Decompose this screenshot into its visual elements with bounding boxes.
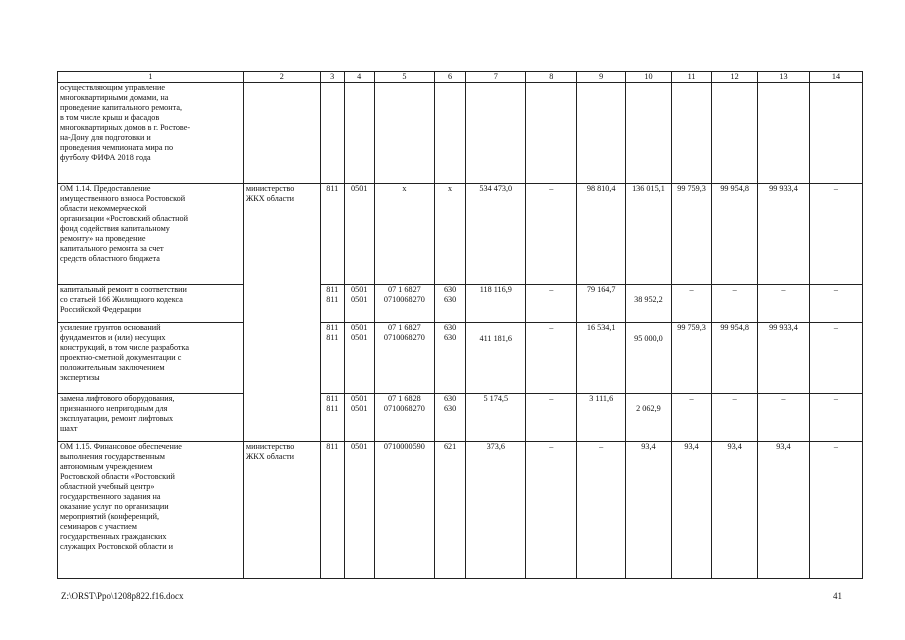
value-cell: 93,4 bbox=[671, 442, 712, 579]
value-cell bbox=[626, 285, 672, 323]
value-cell: – bbox=[526, 285, 577, 323]
value-cell: 98 810,4 bbox=[577, 184, 626, 285]
row-name: замена лифтового оборудования, признанного непригодным для эксплуатации, ремонт лифтовых шахт bbox=[58, 394, 244, 442]
kbk-line: 0710068270 bbox=[383, 404, 425, 413]
value-cell: – bbox=[809, 442, 862, 579]
value-cell: – bbox=[809, 323, 862, 394]
header-cell: 3 bbox=[320, 72, 344, 83]
kbk-line: 811 bbox=[326, 295, 339, 304]
value-cell: 99 954,8 bbox=[712, 184, 758, 285]
value-cell: – bbox=[526, 394, 577, 442]
cell bbox=[577, 83, 626, 184]
row-executor bbox=[243, 83, 320, 184]
table-row bbox=[58, 285, 863, 323]
value-cell: – bbox=[526, 442, 577, 579]
header-cell: 2 bbox=[243, 72, 320, 83]
value-cell: – bbox=[712, 285, 758, 323]
row-executor: министерство ЖКХ области bbox=[243, 184, 320, 442]
header-cell: 9 bbox=[577, 72, 626, 83]
value-cell: 99 759,3 bbox=[671, 184, 712, 285]
value-cell: – bbox=[671, 394, 712, 442]
kbk-line: 0501 bbox=[351, 333, 368, 342]
value-cell: – bbox=[809, 184, 862, 285]
header-cell: 11 bbox=[671, 72, 712, 83]
footer-page-number: 41 bbox=[833, 591, 842, 601]
value-cell: 93,4 bbox=[758, 442, 810, 579]
value-cell: 99 954,8 bbox=[712, 323, 758, 394]
kbk-rzpr bbox=[344, 394, 374, 442]
cell bbox=[320, 83, 344, 184]
kbk-line: 0501 bbox=[351, 323, 368, 332]
value-cell: 93,4 bbox=[626, 442, 672, 579]
footer-file-path: Z:\ORST\Ppo\1208p822.f16.docx bbox=[61, 591, 184, 601]
kbk-line: 811 bbox=[326, 394, 339, 403]
kbk-line: 630 bbox=[443, 295, 457, 304]
kbk-line: 0710068270 bbox=[383, 295, 425, 304]
kbk-vr: x bbox=[435, 184, 466, 285]
kbk-grbs bbox=[320, 285, 344, 323]
kbk-line: 0710068270 bbox=[383, 333, 425, 342]
value-cell: 136 015,1 bbox=[626, 184, 672, 285]
cell bbox=[626, 83, 672, 184]
value-cell: 99 759,3 bbox=[671, 323, 712, 394]
header-cell: 1 bbox=[58, 72, 244, 83]
cell bbox=[466, 83, 526, 184]
header-cell: 10 bbox=[626, 72, 672, 83]
header-cell: 7 bbox=[466, 72, 526, 83]
cell bbox=[435, 83, 466, 184]
kbk-line: 811 bbox=[326, 404, 339, 413]
value-cell bbox=[626, 394, 672, 442]
value-cell: – bbox=[712, 394, 758, 442]
value-cell: 93,4 bbox=[712, 442, 758, 579]
kbk-line: 0501 bbox=[351, 285, 368, 294]
kbk-line: 630 bbox=[443, 394, 457, 403]
kbk-csr bbox=[374, 394, 434, 442]
kbk-line: 0501 bbox=[351, 394, 368, 403]
kbk-csr bbox=[374, 323, 434, 394]
kbk-line: 811 bbox=[326, 323, 339, 332]
table-row bbox=[58, 83, 863, 184]
value-text: 2 062,9 bbox=[636, 404, 661, 413]
kbk-line: 0501 bbox=[351, 404, 368, 413]
kbk-rzpr: 0501 bbox=[344, 442, 374, 579]
value-cell: 99 933,4 bbox=[758, 323, 810, 394]
header-cell: 13 bbox=[758, 72, 810, 83]
table-row bbox=[58, 442, 863, 579]
value-cell: – bbox=[809, 285, 862, 323]
cell bbox=[712, 83, 758, 184]
total-value bbox=[466, 323, 526, 394]
kbk-line: 07 1 6828 bbox=[388, 394, 421, 403]
row-name: усиление грунтов оснований фундаментов и (или) несущих конструкций, в том числе разработка проектно-сметной документации с положительным заключением экспертизы bbox=[58, 323, 244, 394]
total-value: 118 116,9 bbox=[466, 285, 526, 323]
value-cell: 3 111,6 bbox=[577, 394, 626, 442]
kbk-csr bbox=[374, 285, 434, 323]
kbk-rzpr bbox=[344, 285, 374, 323]
header-cell: 6 bbox=[435, 72, 466, 83]
total-value: 534 473,0 bbox=[466, 184, 526, 285]
value-cell: 99 933,4 bbox=[758, 184, 810, 285]
cell bbox=[374, 83, 434, 184]
kbk-rzpr bbox=[344, 323, 374, 394]
kbk-grbs bbox=[320, 323, 344, 394]
header-cell: 5 bbox=[374, 72, 434, 83]
kbk-line: 07 1 6827 bbox=[388, 285, 421, 294]
header-cell: 12 bbox=[712, 72, 758, 83]
kbk-line: 630 bbox=[443, 404, 457, 413]
value-cell: – bbox=[758, 394, 810, 442]
kbk-vr bbox=[435, 394, 466, 442]
value-text: 95 000,0 bbox=[634, 334, 663, 343]
row-name: ОМ 1.14. Предоставление имущественного взноса Ростовской области некоммерческой организации «Ростовский областной фонд содействия капитальному ремонту» на проведение капитального ремонта за счет средств областного бюджета bbox=[58, 184, 244, 285]
value-cell: 79 164,7 bbox=[577, 285, 626, 323]
value-cell: – bbox=[577, 442, 626, 579]
kbk-line: 811 bbox=[326, 285, 339, 294]
value-cell: 16 534,1 bbox=[577, 323, 626, 394]
header-cell: 4 bbox=[344, 72, 374, 83]
cell bbox=[671, 83, 712, 184]
table-row bbox=[58, 323, 863, 394]
kbk-rzpr: 0501 bbox=[344, 184, 374, 285]
kbk-line: 0501 bbox=[351, 295, 368, 304]
total-value: 373,6 bbox=[466, 442, 526, 579]
row-name: ОМ 1.15. Финансовое обеспечение выполнения государственным автономным учреждением Ростовской области «Ростовский областной учебный центр» государственного задания на оказание услуг по организации мероприятий (конференций, семинаров с участием государственных гражданских служащих Ростовской области и bbox=[58, 442, 244, 579]
kbk-csr: 0710000590 bbox=[374, 442, 434, 579]
value-text: 411 181,6 bbox=[479, 334, 512, 343]
row-name: осуществляющим управление многоквартирными домами, на проведение капитального ремонта, в том числе крыш и фасадов многоквартирных домов в г. Ростове- на-Дону для подготовки и проведения чемпионата мира по футболу ФИФА 2018 года bbox=[58, 83, 244, 184]
kbk-grbs: 811 bbox=[320, 184, 344, 285]
cell bbox=[758, 83, 810, 184]
value-cell: – bbox=[526, 323, 577, 394]
row-name: капитальный ремонт в соответствии со статьей 166 Жилищного кодекса Российской Федерации bbox=[58, 285, 244, 323]
value-text: 38 952,2 bbox=[634, 295, 663, 304]
kbk-grbs bbox=[320, 394, 344, 442]
kbk-line: 630 bbox=[443, 285, 457, 294]
budget-table bbox=[57, 71, 863, 579]
total-value: 5 174,5 bbox=[466, 394, 526, 442]
value-cell: – bbox=[671, 285, 712, 323]
table-row bbox=[58, 184, 863, 285]
value-cell: – bbox=[758, 285, 810, 323]
value-cell bbox=[626, 323, 672, 394]
kbk-line: 630 bbox=[443, 333, 457, 342]
kbk-vr: 621 bbox=[435, 442, 466, 579]
kbk-line: 811 bbox=[326, 333, 339, 342]
kbk-grbs: 811 bbox=[320, 442, 344, 579]
cell bbox=[344, 83, 374, 184]
kbk-line: 07 1 6827 bbox=[388, 323, 421, 332]
header-cell: 8 bbox=[526, 72, 577, 83]
kbk-vr bbox=[435, 285, 466, 323]
value-cell: – bbox=[809, 394, 862, 442]
kbk-csr: x bbox=[374, 184, 434, 285]
table-row bbox=[58, 394, 863, 442]
kbk-line: 630 bbox=[443, 323, 457, 332]
header-cell: 14 bbox=[809, 72, 862, 83]
header-row bbox=[58, 72, 863, 83]
row-executor: министерство ЖКХ области bbox=[243, 442, 320, 579]
value-cell: – bbox=[526, 184, 577, 285]
cell bbox=[526, 83, 577, 184]
kbk-vr bbox=[435, 323, 466, 394]
cell bbox=[809, 83, 862, 184]
